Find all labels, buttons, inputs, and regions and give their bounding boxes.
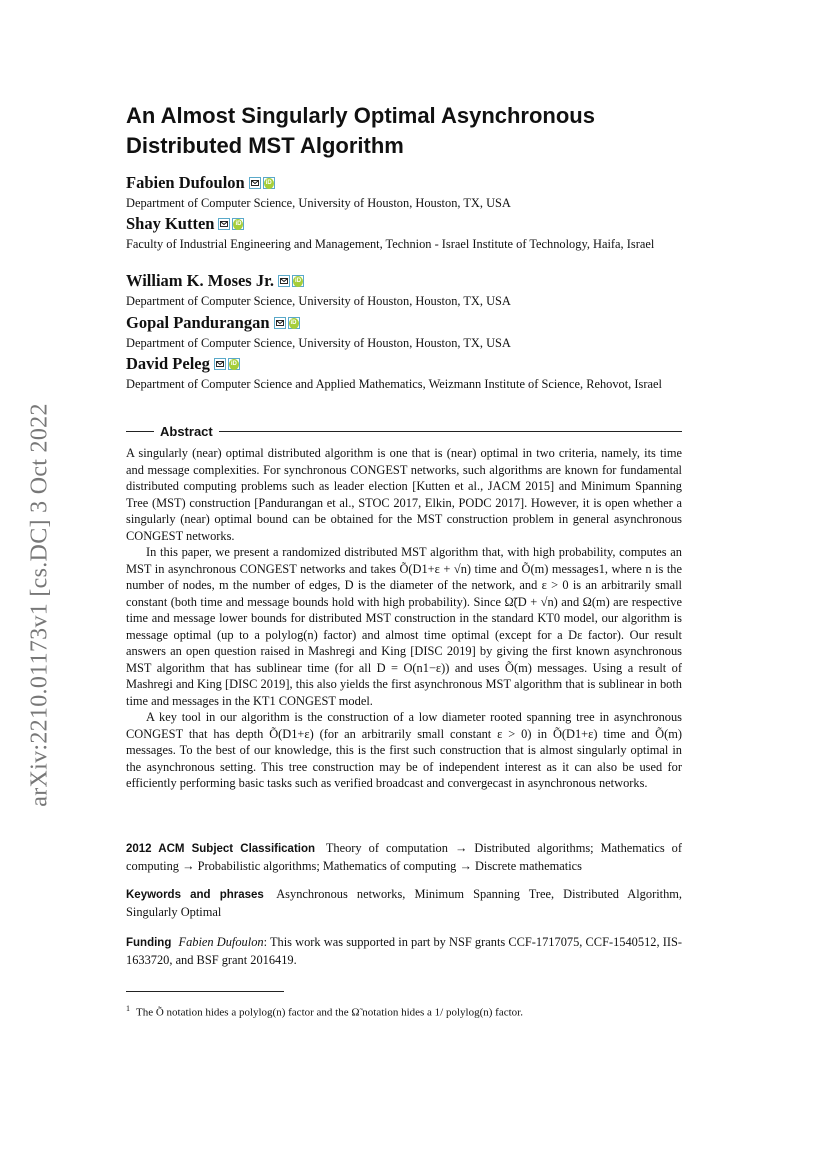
footnote-text: The Õ notation hides a polylog(n) factor and the Ω̃ notation hides a 1/ polylog(n) factor. <box>136 1006 523 1019</box>
arxiv-identifier: arXiv:2210.01173v1 [cs.DC] 3 Oct 2022 <box>26 403 53 807</box>
acm-classification <box>126 840 682 874</box>
author-name: William K. Moses Jr. <box>126 271 275 290</box>
funding-label: Funding <box>126 937 172 949</box>
footnote <box>126 1001 682 1021</box>
footnote-mark: 1 <box>126 1004 130 1013</box>
email-icon[interactable] <box>278 275 290 287</box>
author-name-row <box>126 271 686 291</box>
keywords-text: Asynchronous networks, Minimum Spanning Tree, Distributed Algorithm, Singularly Optimal <box>126 887 683 919</box>
email-icon[interactable] <box>249 177 261 189</box>
author-affiliation: Department of Computer Science, University of Houston, Houston, TX, USA <box>126 294 511 308</box>
orcid-icon[interactable]: iD <box>263 177 275 189</box>
email-icon[interactable] <box>274 317 286 329</box>
author-name: Shay Kutten <box>126 214 215 233</box>
author-name: Fabien Dufoulon <box>126 173 245 192</box>
abstract-heading <box>126 423 682 439</box>
abstract-paragraph: A key tool in our algorithm is the construction of a low diameter rooted spanning tree in asynchronous CONGEST that has depth Õ(D1+ε) (for an arbitrarily small constant ε > 0) in Õ(D1+ε) time and Õ(m) messages. To the best of our knowledge, this is the first such construction that is almost singularly optimal in the asynchronous setting. This tree construction may be of independent interest as it can also be used for efficiently performing basic tasks such as verified broadcast and convergecast in asynchronous networks. <box>126 710 682 790</box>
abstract-paragraph: In this paper, we present a randomized distributed MST algorithm that, with high probability, computes an MST in asynchronous CONGEST networks and takes Õ(D1+ε + √n) time and Õ(m) messages1, where n is the number of nodes, m the number of edges, D is the diameter of the network, and ε > 0 is an arbitrarily small constant (both time and message bounds hold with high probability). Since Ω̃(D + √n) and Ω(m) are respective time and message lower bounds for distributed MST construction in the standard KT0 model, our algorithm is message optimal (up to a polylog(n) factor) and almost time optimal (except for a Dε factor). Our result answers an open question raised in Mashregi and King [DISC 2019] by giving the first known asynchronous MST algorithm that has sublinear time (for all D = O(n1−ε)) and uses Õ(m) messages. Using a result of Mashregi and King [DISC 2019], this also yields the first asynchronous MST algorithm that is sublinear in both time and messages in the KT1 CONGEST model. <box>126 545 682 708</box>
author-affiliation: Department of Computer Science, University of Houston, Houston, TX, USA <box>126 336 511 350</box>
author-name: Gopal Pandurangan <box>126 313 270 332</box>
email-icon[interactable] <box>214 358 226 370</box>
footnote-rule <box>126 991 284 992</box>
keywords <box>126 886 682 920</box>
author-name-row <box>126 313 686 333</box>
author-block <box>126 313 686 352</box>
abstract-label: Abstract <box>160 423 213 439</box>
abstract-paragraph: A singularly (near) optimal distributed algorithm is one that is (near) optimal in two criteria, namely, its time and message complexities. For synchronous CONGEST networks, such algorithms are known for fundamental distributed computing problems such as leader election [Kutten et al., JACM 2015] and Minimum Spanning Tree (MST) construction [Pandurangan et al., STOC 2017, Elkin, PODC 2017]. However, it is open whether a singularly (near) optimal bound can be obtained for the MST construction problem in general asynchronous CONGEST networks. <box>126 446 682 543</box>
funding-name: Fabien Dufoulon <box>178 935 264 949</box>
author-name-row <box>126 214 686 234</box>
email-icon[interactable] <box>218 218 230 230</box>
acm-label: 2012 ACM Subject Classification <box>126 843 316 855</box>
author-name-row <box>126 354 686 374</box>
orcid-icon[interactable]: iD <box>228 358 240 370</box>
author-affiliation: Faculty of Industrial Engineering and Management, Technion - Israel Institute of Technology, Haifa, Israel <box>126 237 655 251</box>
author-block <box>126 271 686 310</box>
author-affiliation: Department of Computer Science, University of Houston, Houston, TX, USA <box>126 196 511 210</box>
author-block <box>126 354 686 393</box>
author-block <box>126 173 686 212</box>
paper-title: An Almost Singularly Optimal Asynchronous Distributed MST Algorithm <box>126 103 595 158</box>
rule-line <box>126 431 154 432</box>
orcid-icon[interactable]: iD <box>232 218 244 230</box>
orcid-icon[interactable]: iD <box>292 275 304 287</box>
author-affiliation: Department of Computer Science and Applied Mathematics, Weizmann Institute of Science, Rehovot, Israel <box>126 377 662 391</box>
funding <box>126 934 682 968</box>
keywords-label: Keywords and phrases <box>126 889 264 901</box>
rule-line <box>219 431 682 432</box>
author-name-row <box>126 173 686 193</box>
author-block <box>126 214 686 253</box>
orcid-icon[interactable]: iD <box>288 317 300 329</box>
abstract-body <box>126 445 682 792</box>
funding-text: : This work was supported in part by NSF grants CCF-1717075, CCF-1540512, IIS-1633720, and BSF grant 2016419. <box>126 935 682 967</box>
acm-text: Theory of computation → Distributed algorithms; Mathematics of computing → Probabilistic algorithms; Mathematics of computing → Discrete mathematics <box>126 841 682 873</box>
author-name: David Peleg <box>126 354 210 373</box>
